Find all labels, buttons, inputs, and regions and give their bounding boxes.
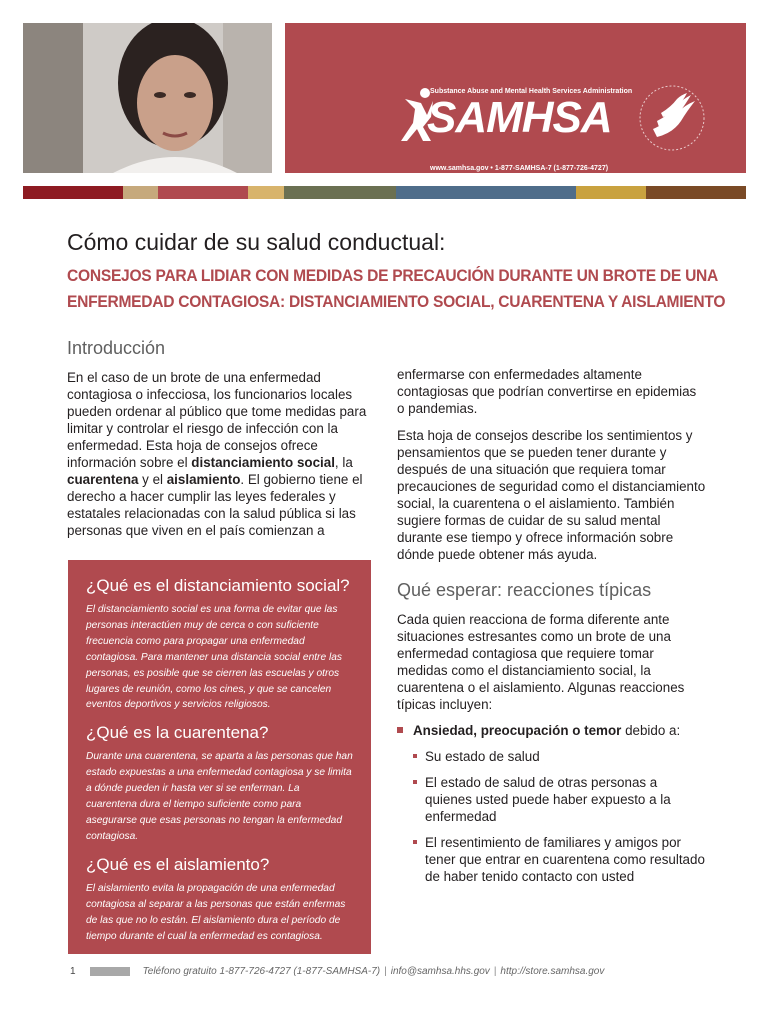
box-text: Durante una cuarentena, se aparta a las personas que han estado expuestas a una enfermedad contagiosa y se limita a dónde pueden ir hasta ver si se enferman. La cuarentena dura el tiempo suficiente como para asegurarse que esas personas no tengan la enfermedad contagiosa. <box>86 751 353 842</box>
stripe-segment <box>158 186 248 199</box>
page-subtitle <box>67 263 726 315</box>
color-stripe <box>23 186 746 199</box>
header-contact: www.samhsa.gov • 1-877-SAMHSA-7 (1-877-726-4727) <box>430 165 609 172</box>
samhsa-banner <box>285 23 746 173</box>
box-text: El distanciamiento social es una forma de evitar que las personas interactúen muy de cerca o con suficiente frecuencia como para propagar una enfermedad contagiosa. Para mantener una distancia social entre las personas, es posible que se cierren las escuelas y otros lugares de reunión, como los cines, y que se cancelen eventos deportivos y servicios religiosos. <box>86 604 342 711</box>
text-run: . El gobierno tiene el derecho a hacer cumplir las leyes federales y estatales relacionadas con la salud pública si las personas que viven en el país comienzan a <box>67 472 363 538</box>
samhsa-logo-text: SAMHSA <box>427 93 612 142</box>
text-run: , la <box>334 455 353 470</box>
footer <box>70 966 604 977</box>
reactions-list <box>397 722 707 885</box>
intro-paragraph-2: Esta hoja de consejos describe los sentimientos y pensamientos que se pueden tener durante y después de una situación que requiera tomar precauciones de seguridad como el distanciamiento social, la cuarentena o el aislamiento. También sugiere formas de cuidar de su salud mental durante ese tiempo y ofrece información sobre dónde puede obtener más ayuda. <box>397 428 706 562</box>
stripe-segment <box>396 186 576 199</box>
intro-continued: enfermarse con enfermedades altamente contagiosas que podrían convertirse en epidemias o pandemias. <box>397 367 697 416</box>
page-number: 1 <box>70 966 76 977</box>
reactions-heading: Qué esperar: reacciones típicas <box>397 580 652 600</box>
stripe-segment <box>248 186 284 199</box>
sub-list-item: El resentimiento de familiares y amigos por tener que entrar en cuarentena como resultado de haber tenido contacto con usted <box>413 834 707 885</box>
footer-phone: Teléfono gratuito 1-877-726-4727 (1-877-SAMHSA-7) <box>142 966 381 977</box>
definitions-box <box>68 560 371 954</box>
subtitle-line: ENFERMEDAD CONTAGIOSA: DISTANCIAMIENTO SOCIAL, CUARENTENA Y AISLAMIENTO <box>67 292 726 311</box>
left-column <box>67 338 372 539</box>
footer-separator: | <box>493 966 497 977</box>
term-social-distancing: distanciamiento social <box>191 455 335 470</box>
stripe-segment <box>576 186 646 199</box>
stripe-segment <box>123 186 158 199</box>
stripe-segment <box>23 186 123 199</box>
header-photo <box>23 23 272 173</box>
page-title: Cómo cuidar de su salud conductual: <box>67 229 446 255</box>
box-heading: ¿Qué es el aislamiento? <box>86 854 270 874</box>
term-isolation: aislamiento <box>166 472 241 487</box>
intro-paragraph <box>67 369 372 539</box>
text-run: y el <box>138 472 167 487</box>
sub-list-item: Su estado de salud <box>413 748 707 765</box>
reactions-sublist <box>413 748 707 885</box>
text-run: En el caso de un brote de una enfermedad contagiosa o infecciosa, los funcionarios locales pueden ordenar al público que tome medidas para limitar y controlar el riesgo de infección con la enfermedad. Esta hoja de consejos ofrece información sobre el <box>67 370 367 470</box>
sub-list-item: El estado de salud de otras personas a quienes usted puede haber expuesto a la enfermedad <box>413 774 707 825</box>
reactions-intro: Cada quien reacciona de forma diferente ante situaciones estresantes como un brote de una enfermedad contagiosa que requiere tomar medidas como el distanciamiento social, la cuarentena o el aislamiento. Algunas reacciones típicas incluyen: <box>397 612 685 712</box>
footer-store-link[interactable]: http://store.samhsa.gov <box>500 966 605 977</box>
box-heading: ¿Qué es la cuarentena? <box>86 723 269 743</box>
list-item <box>397 722 707 885</box>
agency-name: Substance Abuse and Mental Health Services Administration <box>430 88 633 95</box>
footer-bar <box>90 967 130 976</box>
term-quarantine: cuarentena <box>67 472 139 487</box>
stripe-segment <box>646 186 746 199</box>
box-heading: ¿Qué es el distanciamiento social? <box>86 576 350 595</box>
subtitle-line: CONSEJOS PARA LIDIAR CON MEDIDAS DE PRECAUCIÓN DURANTE UN BROTE DE UNA <box>67 266 719 285</box>
intro-heading: Introducción <box>67 338 166 358</box>
hhs-seal-icon <box>637 83 707 153</box>
list-item-bold: Ansiedad, preocupación o temor <box>413 723 622 738</box>
footer-separator: | <box>384 966 387 977</box>
stripe-segment <box>284 186 396 199</box>
box-text: El aislamiento evita la propagación de una enfermedad contagiosa al separar a las personas que están enfermas de las que no lo están. El aislamiento dura el período de tiempo durante el cual la enfermedad es contagiosa. <box>86 882 346 942</box>
text-run: debido a: <box>621 723 681 738</box>
right-column <box>397 366 707 894</box>
footer-email[interactable]: info@samhsa.hhs.gov <box>390 966 490 977</box>
